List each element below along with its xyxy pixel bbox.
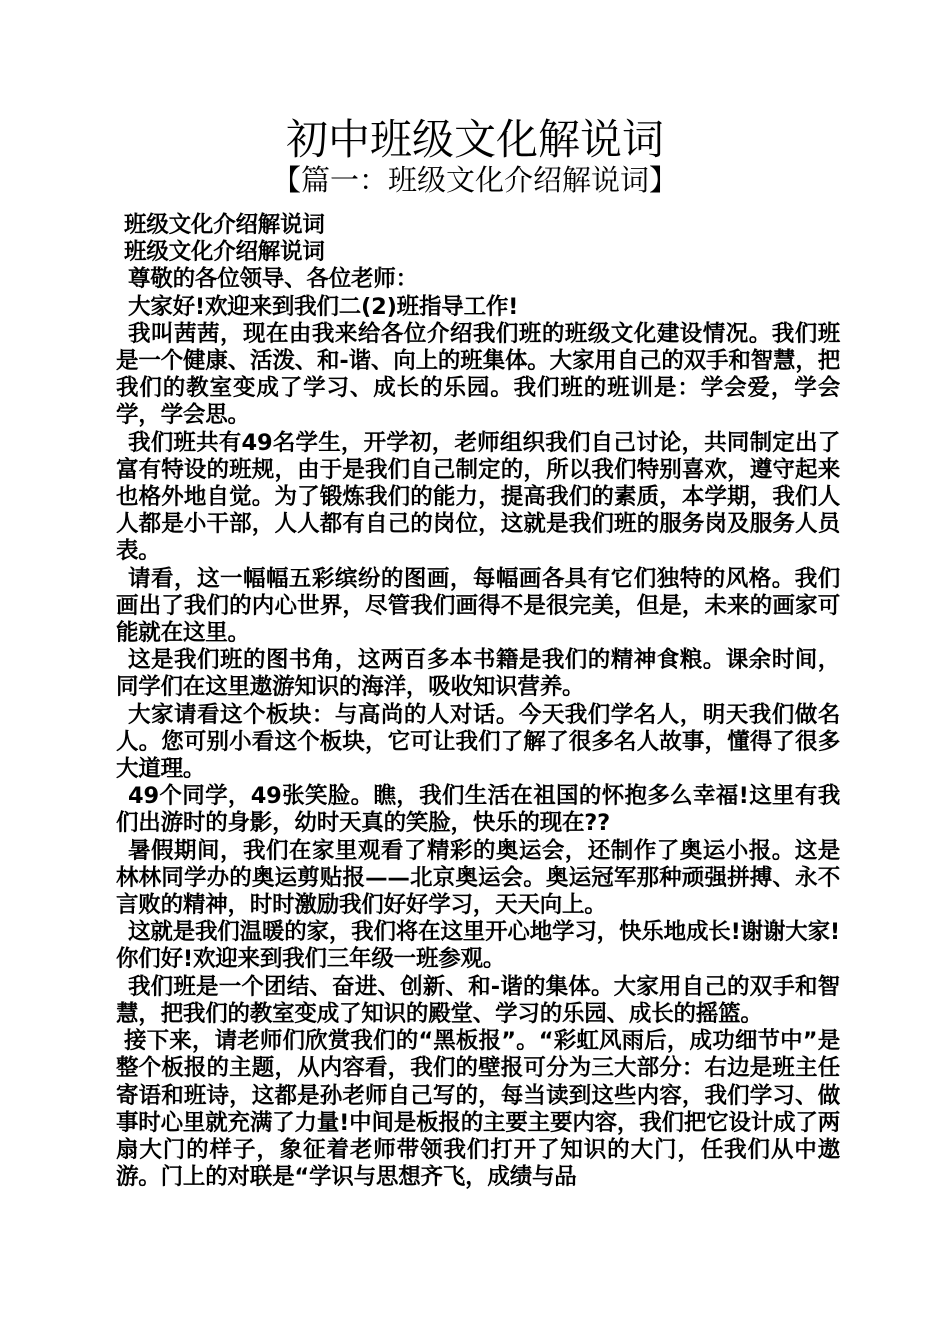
document-title: 初中班级文化解说词 — [285, 115, 664, 164]
paragraph: 大家请看这个板块：与高尚的人对话。今天我们学名人，明天我们做名人。您可别小看这个板块，它可让我们了解了很多名人故事，懂得了很多大道理。 — [116, 701, 840, 783]
document-subtitle: 【篇一：班级文化介绍解说词】 — [271, 163, 678, 197]
paragraph: 班级文化介绍解说词 — [124, 212, 325, 238]
paragraph: 这是我们班的图书角，这两百多本书籍是我们的精神食粮。课余时间，同学们在这里遨游知识的海洋，吸收知识营养。 — [116, 647, 840, 701]
paragraph: 接下来，请老师们欣赏我们的“黑板报”。“彩虹风雨后，成功细节中”是整个板报的主题，从内容看，我们的壁报可分为三大部分：右边是班主任寄语和班诗，这都是孙老师自己写的，每当读到这些内容，我们学习、做事时心里就充满了力量!中间是板报的主要主要内容，我们把它设计成了两扇大门的样子，象征着老师带领我们打开了知识的大门，任我们从中遨游。门上的对联是“学识与思想齐飞，成绩与品 — [116, 1028, 840, 1191]
paragraph: 我们班是一个团结、奋进、创新、和-谐的集体。大家用自己的双手和智慧，把我们的教室变成了知识的殿堂、学习的乐园、成长的摇篮。 — [116, 973, 840, 1027]
paragraph: 我们班共有49名学生，开学初，老师组织我们自己讨论，共同制定出了富有特设的班规，由于是我们自己制定的，所以我们特别喜欢，遵守起来也格外地自觉。为了锻炼我们的能力，提高我们的素质，本学期，我们人人都是小干部，人人都有自己的岗位，这就是我们班的服务岗及服务人员表。 — [116, 429, 840, 565]
paragraph: 尊敬的各位领导、各位老师： — [128, 266, 418, 293]
paragraph: 班级文化介绍解说词 — [124, 239, 325, 266]
paragraph: 暑假期间，我们在家里观看了精彩的奥运会，还制作了奥运小报。这是林林同学办的奥运剪贴报——北京奥运会。奥运冠军那种顽强拼搏、永不言败的精神，时时激励我们好好学习，天天向上。 — [116, 837, 840, 919]
paragraph: 我叫茜茜，现在由我来给各位介绍我们班的班级文化建设情况。我们班是一个健康、活泼、和-谐、向上的班集体。大家用自己的双手和智慧，把我们的教室变成了学习、成长的乐园。我们班的班训是：学会爱，学会学，学会思。 — [116, 320, 840, 429]
paragraph: 请看，这一幅幅五彩缤纷的图画，每幅画各具有它们独特的风格。我们画出了我们的内心世界，尽管我们画得不是很完美，但是，未来的画家可能就在这里。 — [116, 565, 840, 647]
paragraph: 这就是我们温暖的家，我们将在这里开心地学习，快乐地成长!谢谢大家! 你们好!欢迎来到我们三年级一班参观。 — [116, 919, 840, 973]
document-body — [116, 212, 840, 1191]
paragraph: 大家好!欢迎来到我们二(2)班指导工作! — [128, 293, 519, 320]
paragraph: 49个同学，49张笑脸。瞧，我们生活在祖国的怀抱多么幸福!这里有我们出游时的身影，幼时天真的笑脸，快乐的现在?? — [116, 783, 840, 837]
